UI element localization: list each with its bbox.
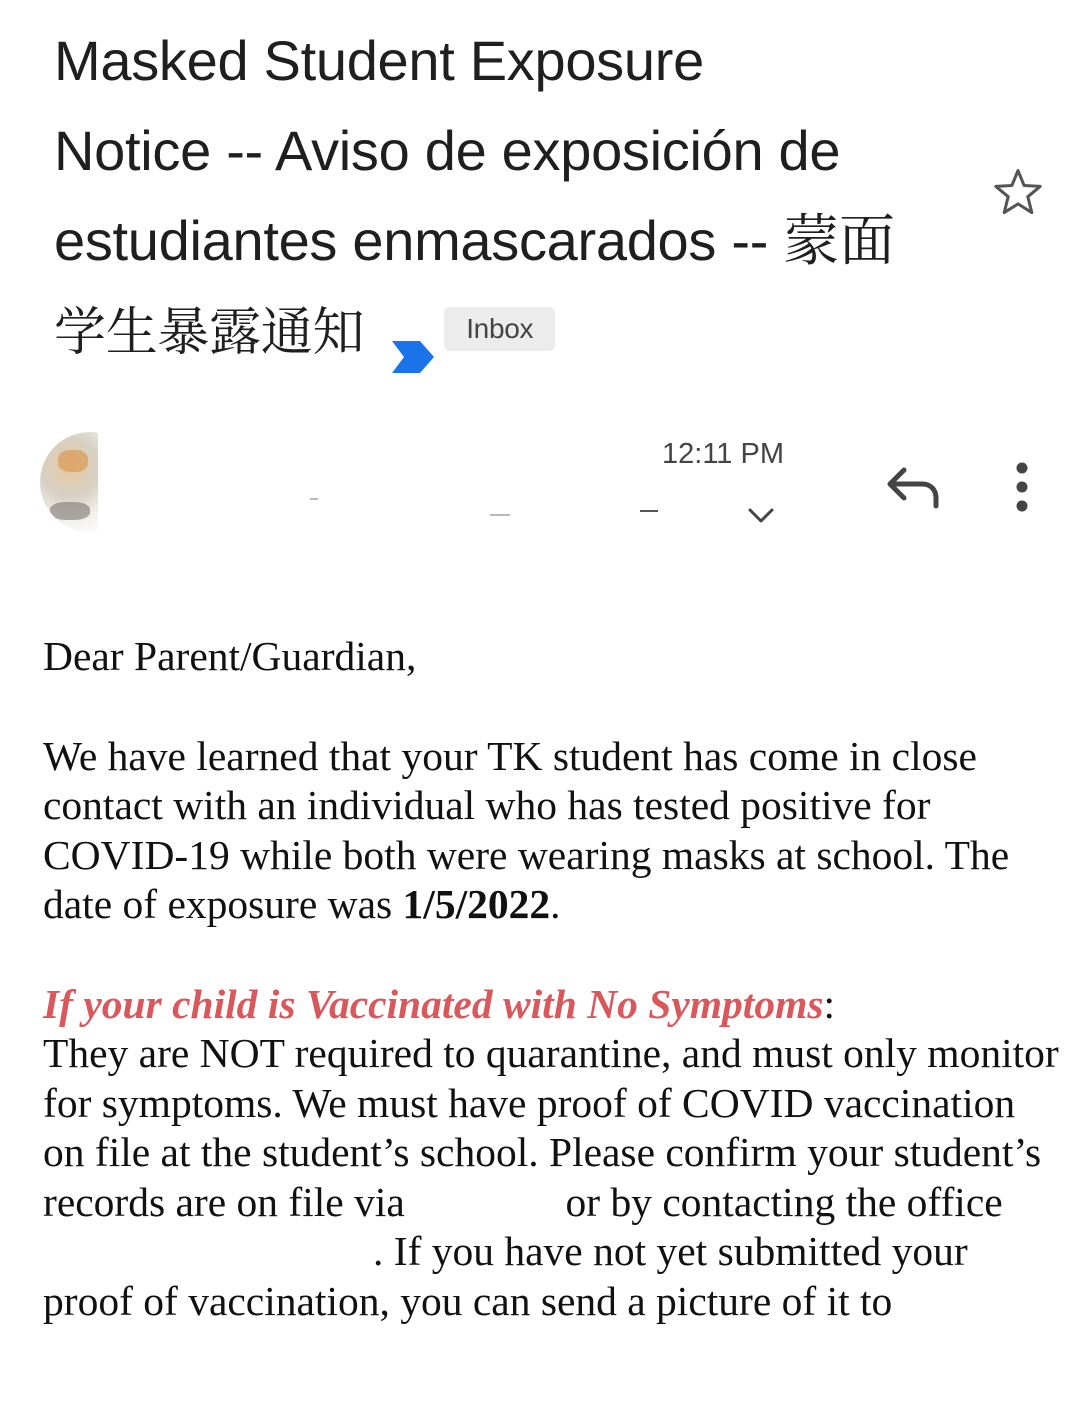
reply-icon[interactable]	[884, 462, 942, 514]
redacted-phone	[43, 1227, 373, 1277]
vaccinated-paragraph	[43, 980, 1063, 1327]
vaccinated-text-b: or by contacting the office	[555, 1178, 1003, 1225]
greeting: Dear Parent/Guardian,	[43, 633, 417, 679]
chevron-down-icon[interactable]	[744, 500, 778, 530]
exposure-paragraph	[43, 732, 1063, 930]
vaccinated-heading-colon: :	[823, 980, 836, 1027]
subject-line-4-row	[54, 286, 964, 378]
sender-name-redacted	[160, 470, 600, 510]
message-timestamp: 12:11 PM	[662, 438, 784, 470]
email-body	[43, 632, 1063, 1326]
vaccinated-text-a: They are NOT required to quarantine, and must only monitor for symptoms. We must have proof of COVID vaccination on file at the student’s school. Please confirm your student’s records are on file via	[43, 1030, 1059, 1225]
exposure-text-end: .	[550, 881, 561, 927]
subject-line-4: 学生暴露通知	[54, 303, 365, 363]
inbox-label-chip[interactable]: Inbox	[444, 307, 555, 351]
sender-avatar[interactable]	[40, 432, 140, 532]
subject-line-1: Masked Student Exposure	[54, 29, 704, 92]
subject-line-2: Notice -- Aviso de exposición de	[54, 119, 841, 182]
exposure-date: 1/5/2022	[402, 881, 551, 927]
vaccinated-text-c: . If you have not yet submitted your proof of vaccination, you can send a picture of it to	[43, 1228, 968, 1324]
importance-marker-icon	[390, 311, 436, 347]
subject-line-3: estudiantes enmascarados -- 蒙面	[54, 209, 895, 272]
vaccinated-heading: If your child is Vaccinated with No Symptoms	[43, 980, 824, 1027]
more-vert-icon[interactable]	[1004, 460, 1040, 516]
star-icon[interactable]	[990, 164, 1046, 220]
exposure-text: We have learned that your TK student has come in close contact with an individual who has tested positive for COVID-19 while both were wearing masks at school. The date of exposure was	[43, 732, 1010, 927]
email-subject	[54, 16, 964, 378]
redacted-link	[415, 1178, 555, 1228]
